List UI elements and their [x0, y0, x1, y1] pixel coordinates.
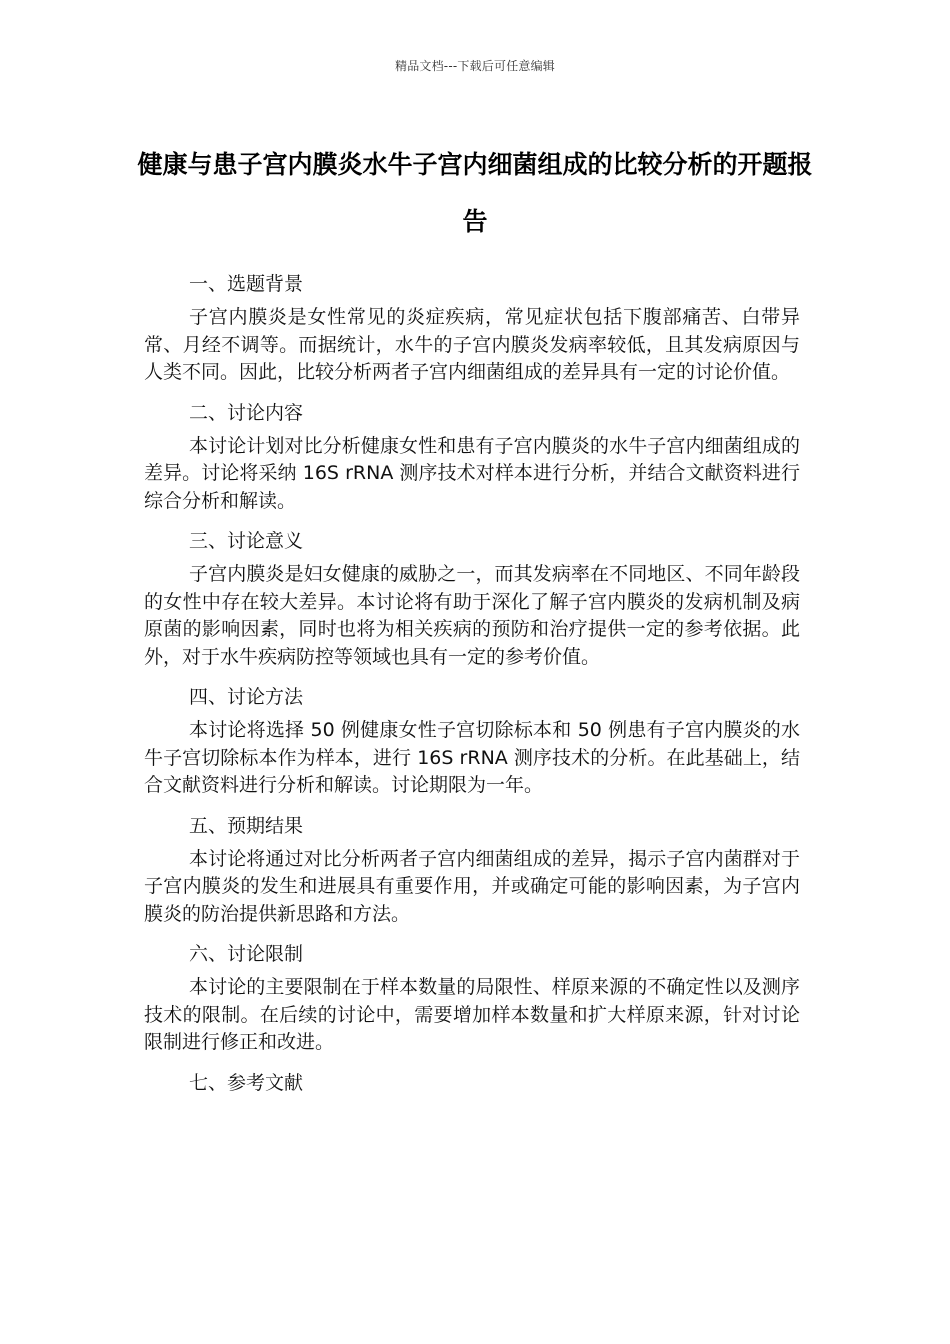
section-limitations [144, 938, 800, 1057]
document-title: 健康与患子宫内膜炎水牛子宫内细菌组成的比较分析的开题报告 [137, 150, 813, 236]
section-background [144, 268, 800, 387]
document-body [144, 268, 800, 1103]
section-paragraph: 本讨论的主要限制在于样本数量的局限性、样原来源的不确定性以及测序技术的限制。在后续的讨论中，需要增加样本数量和扩大样原来源，针对讨论限制进行修正和改进。 [144, 976, 800, 1053]
header-note: 精品文档---下载后可任意编辑 [395, 59, 555, 73]
section-content [144, 397, 800, 516]
section-paragraph: 本讨论将通过对比分析两者子宫内细菌组成的差异，揭示子宫内菌群对于子宫内膜炎的发生和进展具有重要作用，并或确定可能的影响因素，为子宫内膜炎的防治提供新思路和方法。 [144, 847, 800, 925]
section-method [144, 681, 800, 800]
section-significance [144, 525, 800, 671]
section-heading: 五、预期结果 [189, 814, 304, 837]
section-paragraph: 本讨论计划对比分析健康女性和患有子宫内膜炎的水牛子宫内细菌组成的差异。讨论将采纳 16S rRNA 测序技术对样本进行分析，并结合文献资料进行综合分析和解读。 [144, 434, 800, 512]
section-expected-results [144, 810, 800, 929]
section-heading: 三、讨论意义 [189, 530, 304, 552]
section-paragraph: 本讨论将选择 50 例健康女性子宫切除标本和 50 例患有子宫内膜炎的水牛子宫切除标本作为样本，进行 16S rRNA 测序技术的分析。在此基础上，结合文献资料进行分析和解读。讨论期限为一年。 [144, 719, 800, 796]
section-paragraph: 子宫内膜炎是妇女健康的威胁之一，而其发病率在不同地区、不同年龄段的女性中存在较大差异。本讨论将有助于深化了解子宫内膜炎的发病机制及病原菌的影响因素，同时也将为相关疾病的预防和治疗提供一定的参考依据。此外，对于水牛疾病防控等领域也具有一定的参考价值。 [144, 563, 800, 668]
section-heading: 四、讨论方法 [189, 686, 304, 708]
section-heading: 七、参考文献 [189, 1071, 304, 1094]
section-heading: 一、选题背景 [189, 273, 304, 295]
section-paragraph: 子宫内膜炎是女性常见的炎症疾病，常见症状包括下腹部痛苦、白带异常、月经不调等。而据统计，水牛的子宫内膜炎发病率较低，且其发病原因与人类不同。因此，比较分析两者子宫内细菌组成的差异具有一定的讨论价值。 [144, 306, 800, 383]
section-references [144, 1067, 800, 1103]
section-heading: 二、讨论内容 [189, 401, 304, 424]
section-heading: 六、讨论限制 [189, 943, 304, 965]
